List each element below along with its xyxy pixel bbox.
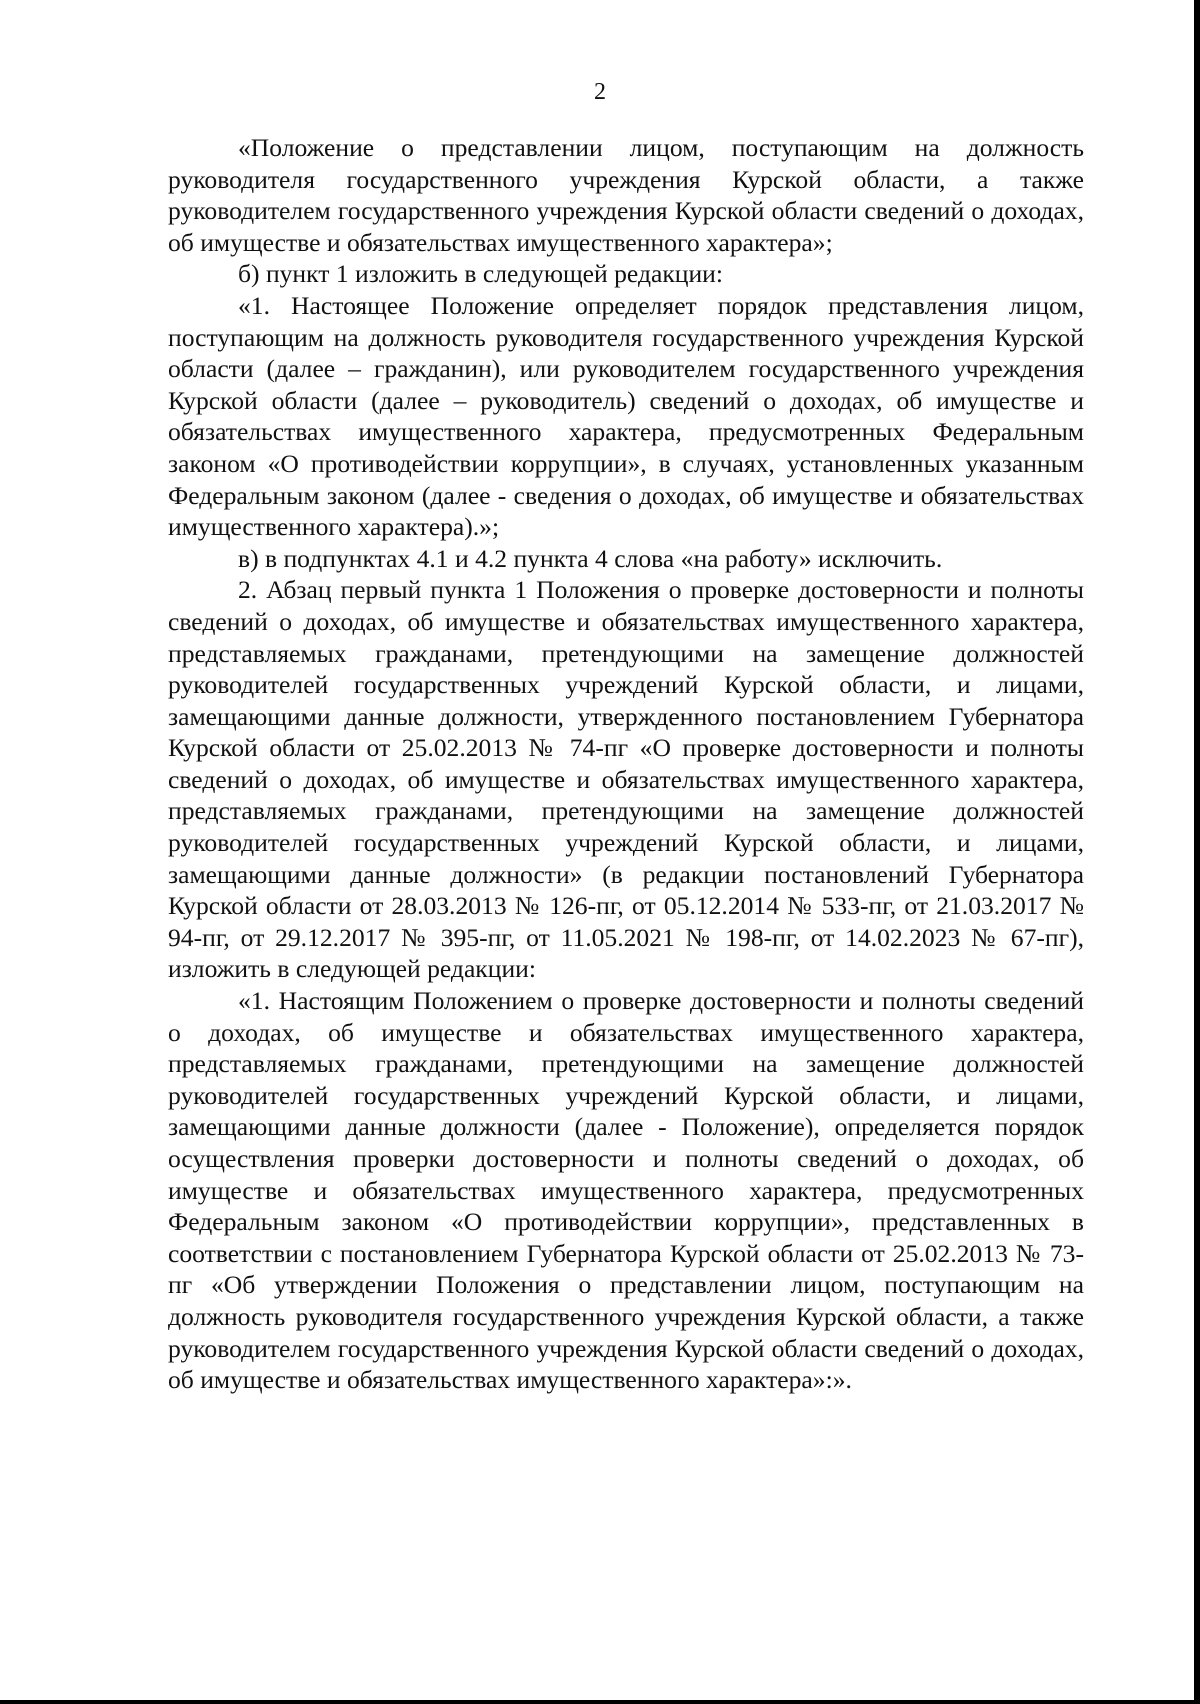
paragraph-item-b: б) пункт 1 изложить в следующей редакции: (238, 259, 723, 289)
paragraph-new-point-1: «1. Настоящим Положением о проверке достоверности и полноты сведений о доходах, об имуществе и обязательствах имущественного характера, представляемых гражданами, претендующими на замещение должностей руководителей государственных учреждений Курской области, и лицами, замещающими данные должности (далее - Положение), определяется порядок осуществления проверки достоверности и полноты сведений о доходах, об имуществе и обязательствах имущественного характера, предусмотренных Федеральным законом «О противодействии коррупции», представленных в соответствии с постановлением Губернатора Курской области от 25.02.2013 № 73-пг «Об утверждении Положения о представлении лицом, поступающим на должность руководителя государственного учреждения Курской области, а также руководителем государственного учреждения Курской области сведений о доходах, об имуществе и обязательствах имущественного характера»:». (168, 986, 1084, 1395)
document-body (168, 132, 1084, 1396)
scan-edge-right (1194, 0, 1200, 1704)
paragraph-quoted-title: «Положение о представлении лицом, поступающим на должность руководителя государственного учреждения Курской области, а также руководителем государственного учреждения Курской области сведений о доходах, об имуществе и обязательствах имущественного характера»; (168, 133, 1084, 257)
paragraph-section-2: 2. Абзац первый пункта 1 Положения о проверке достоверности и полноты сведений о доходах, об имуществе и обязательствах имущественного характера, представляемых гражданами, претендующими на замещение должностей руководителей государственных учреждений Курской области, и лицами, замещающими данные должности, утвержденного постановлением Губернатора Курской области от 25.02.2013 № 74-пг «О проверке достоверности и полноты сведений о доходах, об имуществе и обязательствах имущественного характера, представляемых гражданами, претендующими на замещение должностей руководителей государственных учреждений Курской области, и лицами, замещающими данные должности» (в редакции постановлений Губернатора Курской области от 28.03.2013 № 126-пг, от 05.12.2014 № 533-пг, от 21.03.2017 № 94-пг, от 29.12.2017 № 395-пг, от 11.05.2021 № 198-пг, от 14.02.2023 № 67-пг), изложить в следующей редакции: (168, 575, 1084, 984)
paragraph-point-1-text: «1. Настоящее Положение определяет порядок представления лицом, поступающим на должность руководителя государственного учреждения Курской области (далее – гражданин), или руководителем государственного учреждения Курской области (далее – руководитель) сведений о доходах, об имуществе и обязательствах имущественного характера, предусмотренных Федеральным законом «О противодействии коррупции», в случаях, установленных указанным Федеральным законом (далее - сведения о доходах, об имуществе и обязательствах имущественного характера).»; (168, 290, 1084, 542)
page-number: 2 (594, 79, 606, 105)
paragraph-item-v: в) в подпунктах 4.1 и 4.2 пункта 4 слова «на работу» исключить. (238, 543, 943, 573)
scan-edge-bottom (0, 1700, 1200, 1704)
